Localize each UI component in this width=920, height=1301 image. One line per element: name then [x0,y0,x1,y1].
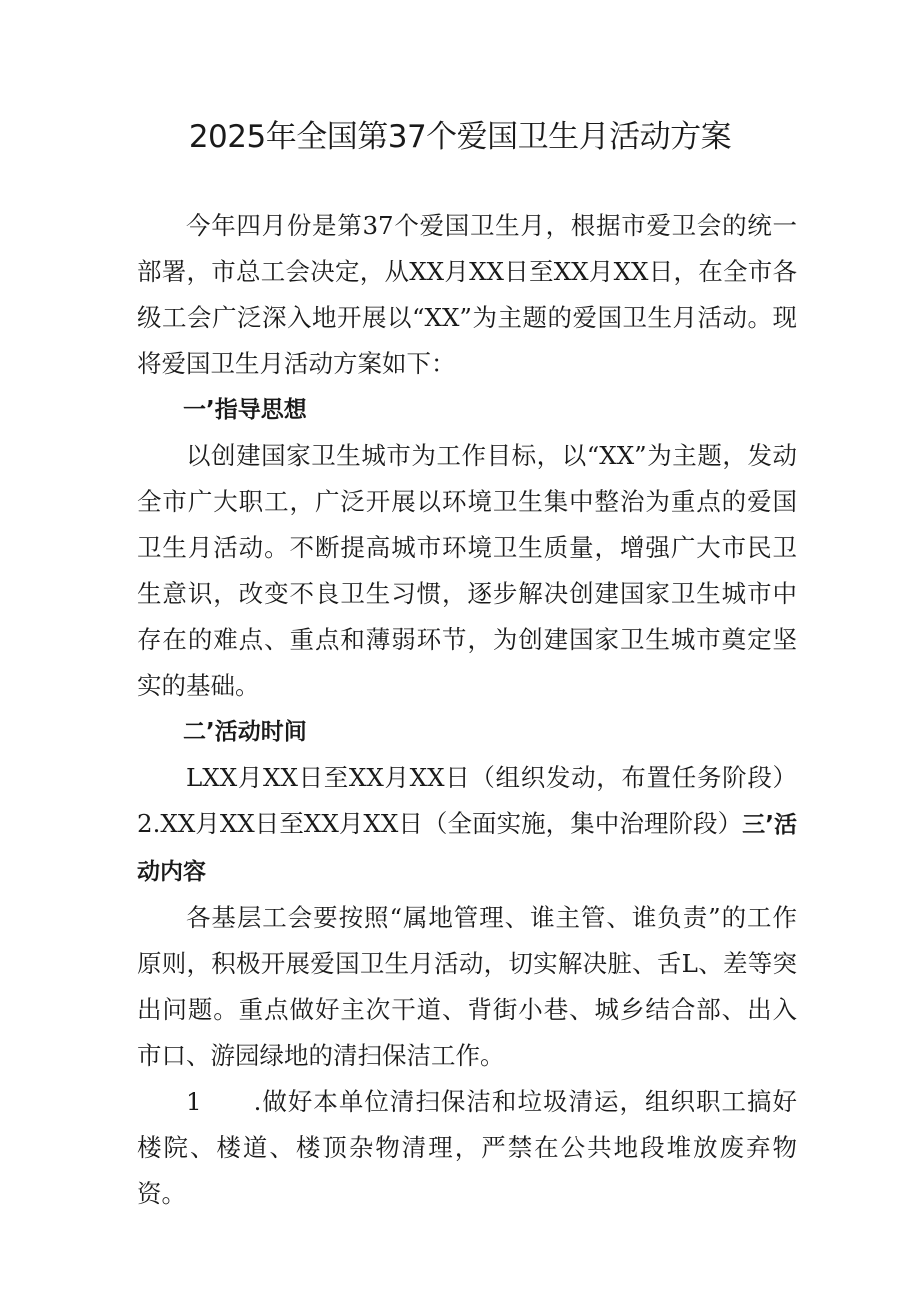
document-title: 2025年全国第37个爱国卫生月活动方案 [188,119,732,155]
list-item-1-text: .做好本单位清扫保洁和垃圾清运，组织职工搞好楼院、楼道、楼顶杂物清理，严禁在公共地段堆放废弃物资。 [137,1087,797,1208]
activity-time-paragraph [137,755,797,895]
section-heading-guiding-ideology: 一’指导思想 [183,397,307,423]
document-body [137,203,797,1217]
list-item-1 [137,1079,797,1217]
activity-content-paragraph: 各基层工会要按照“属地管理、谁主管、谁负责”的工作原则，积极开展爱国卫生月活动，切实解决脏、舌L、差等突出问题。重点做好主次干道、背街小巷、城乡结合部、出入市口、游园绿地的清扫保洁工作。 [137,903,797,1070]
section-heading-activity-time: 二’活动时间 [183,719,307,745]
activity-time-text: LXX月XX日至XX月XX日（组织发动，布置任务阶段）2.XX月XX日至XX月XX日（全面实施，集中治理阶段） [137,763,797,838]
guiding-ideology-paragraph: 以创建国家卫生城市为工作目标，以“XX”为主题，发动全市广大职工，广泛开展以环境卫生集中整治为重点的爱国卫生月活动。不断提高城市环境卫生质量，增强广大市民卫生意识，改变不良卫生习惯，逐步解决创建国家卫生城市中存在的难点、重点和薄弱环节，为创建国家卫生城市奠定坚实的基础。 [137,441,797,700]
intro-paragraph: 今年四月份是第37个爱国卫生月，根据市爱卫会的统一部署，市总工会决定，从XX月XX日至XX月XX日，在全市各级工会广泛深入地开展以“XX”为主题的爱国卫生月活动。现将爱国卫生月活动方案如下： [137,211,797,378]
section-heading-activity-content: 三’活动内容 [137,812,797,885]
list-item-1-number: 1 [186,1087,202,1116]
